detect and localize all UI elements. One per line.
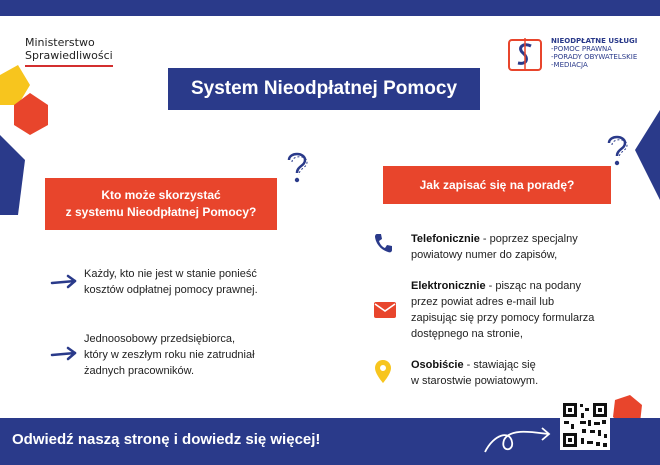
right-item-email-line2: przez powiat adres e-mail lub [411,296,555,308]
left-item-2-line3: żadnych pracowników. [84,365,195,377]
right-item-inperson-rest: - stawiając się [463,359,536,371]
right-item-inperson-bold: Osobiście [411,359,464,371]
ministry-name-line2: Sprawiedliwości [25,49,113,62]
right-item-email-line4: dostępnego na stronie, [411,328,523,340]
logo-item-3: -MEDIACJA [551,61,588,69]
right-item-email-bold: Elektronicznie [411,280,486,292]
right-item-inperson [411,357,641,389]
right-item-phone-bold: Telefonicznie [411,233,480,245]
left-item-1 [84,266,294,298]
left-heading-line2: z systemu Nieodpłatnej Pomocy? [65,205,257,219]
right-item-inperson-line2: w starostwie powiatowym. [411,375,539,387]
right-item-phone [411,231,641,263]
ministry-name-line1: Ministerstwo [25,36,95,49]
right-item-email [411,278,641,342]
question-mark-icon-2 [604,133,630,169]
left-item-1-line1: Każdy, kto nie jest w stanie ponieść [84,268,257,280]
right-heading-box: Jak zapisać się na poradę? [383,166,611,204]
left-item-2-line1: Jednoosobowy przedsiębiorca, [84,333,236,345]
phone-icon [373,232,393,254]
left-item-2-line2: który w zeszłym roku nie zatrudniał [84,349,255,361]
logo-item-1: -POMOC PRAWNA [551,45,613,53]
left-item-2 [84,331,294,379]
right-item-email-line3: zapisując się przy pomocy formularza [411,312,595,324]
arrow-right-icon [50,274,78,290]
logo-item-2: -PORADY OBYWATELSKIE [551,53,638,61]
qr-code-icon[interactable] [560,400,610,450]
ministry-logo [25,36,130,67]
right-item-phone-line2: powiatowy numer do zapisów, [411,249,558,261]
right-item-email-rest: - pisząc na podany [485,280,581,292]
footer-text: Odwiedź naszą stronę i dowiedz się więcej! [12,431,321,448]
arrow-right-icon [50,346,78,362]
logo-title: NIEODPŁATNE USŁUGI [551,37,638,45]
location-pin-icon [375,360,391,384]
free-services-logo [505,34,655,74]
left-heading-line1: Kto może skorzystać [101,188,221,202]
question-mark-icon [284,150,310,186]
page-title: System Nieodpłatnej Pomocy [168,68,480,110]
top-bar [0,0,660,16]
left-item-1-line2: kosztów odpłatnej pomocy prawnej. [84,284,258,296]
right-item-phone-rest: - poprzez specjalny [479,233,578,245]
envelope-icon [373,301,397,319]
left-heading-box [45,178,277,230]
scales-logo-icon [505,34,545,74]
ministry-flag-line [25,65,113,67]
curved-arrow-icon [482,422,554,456]
